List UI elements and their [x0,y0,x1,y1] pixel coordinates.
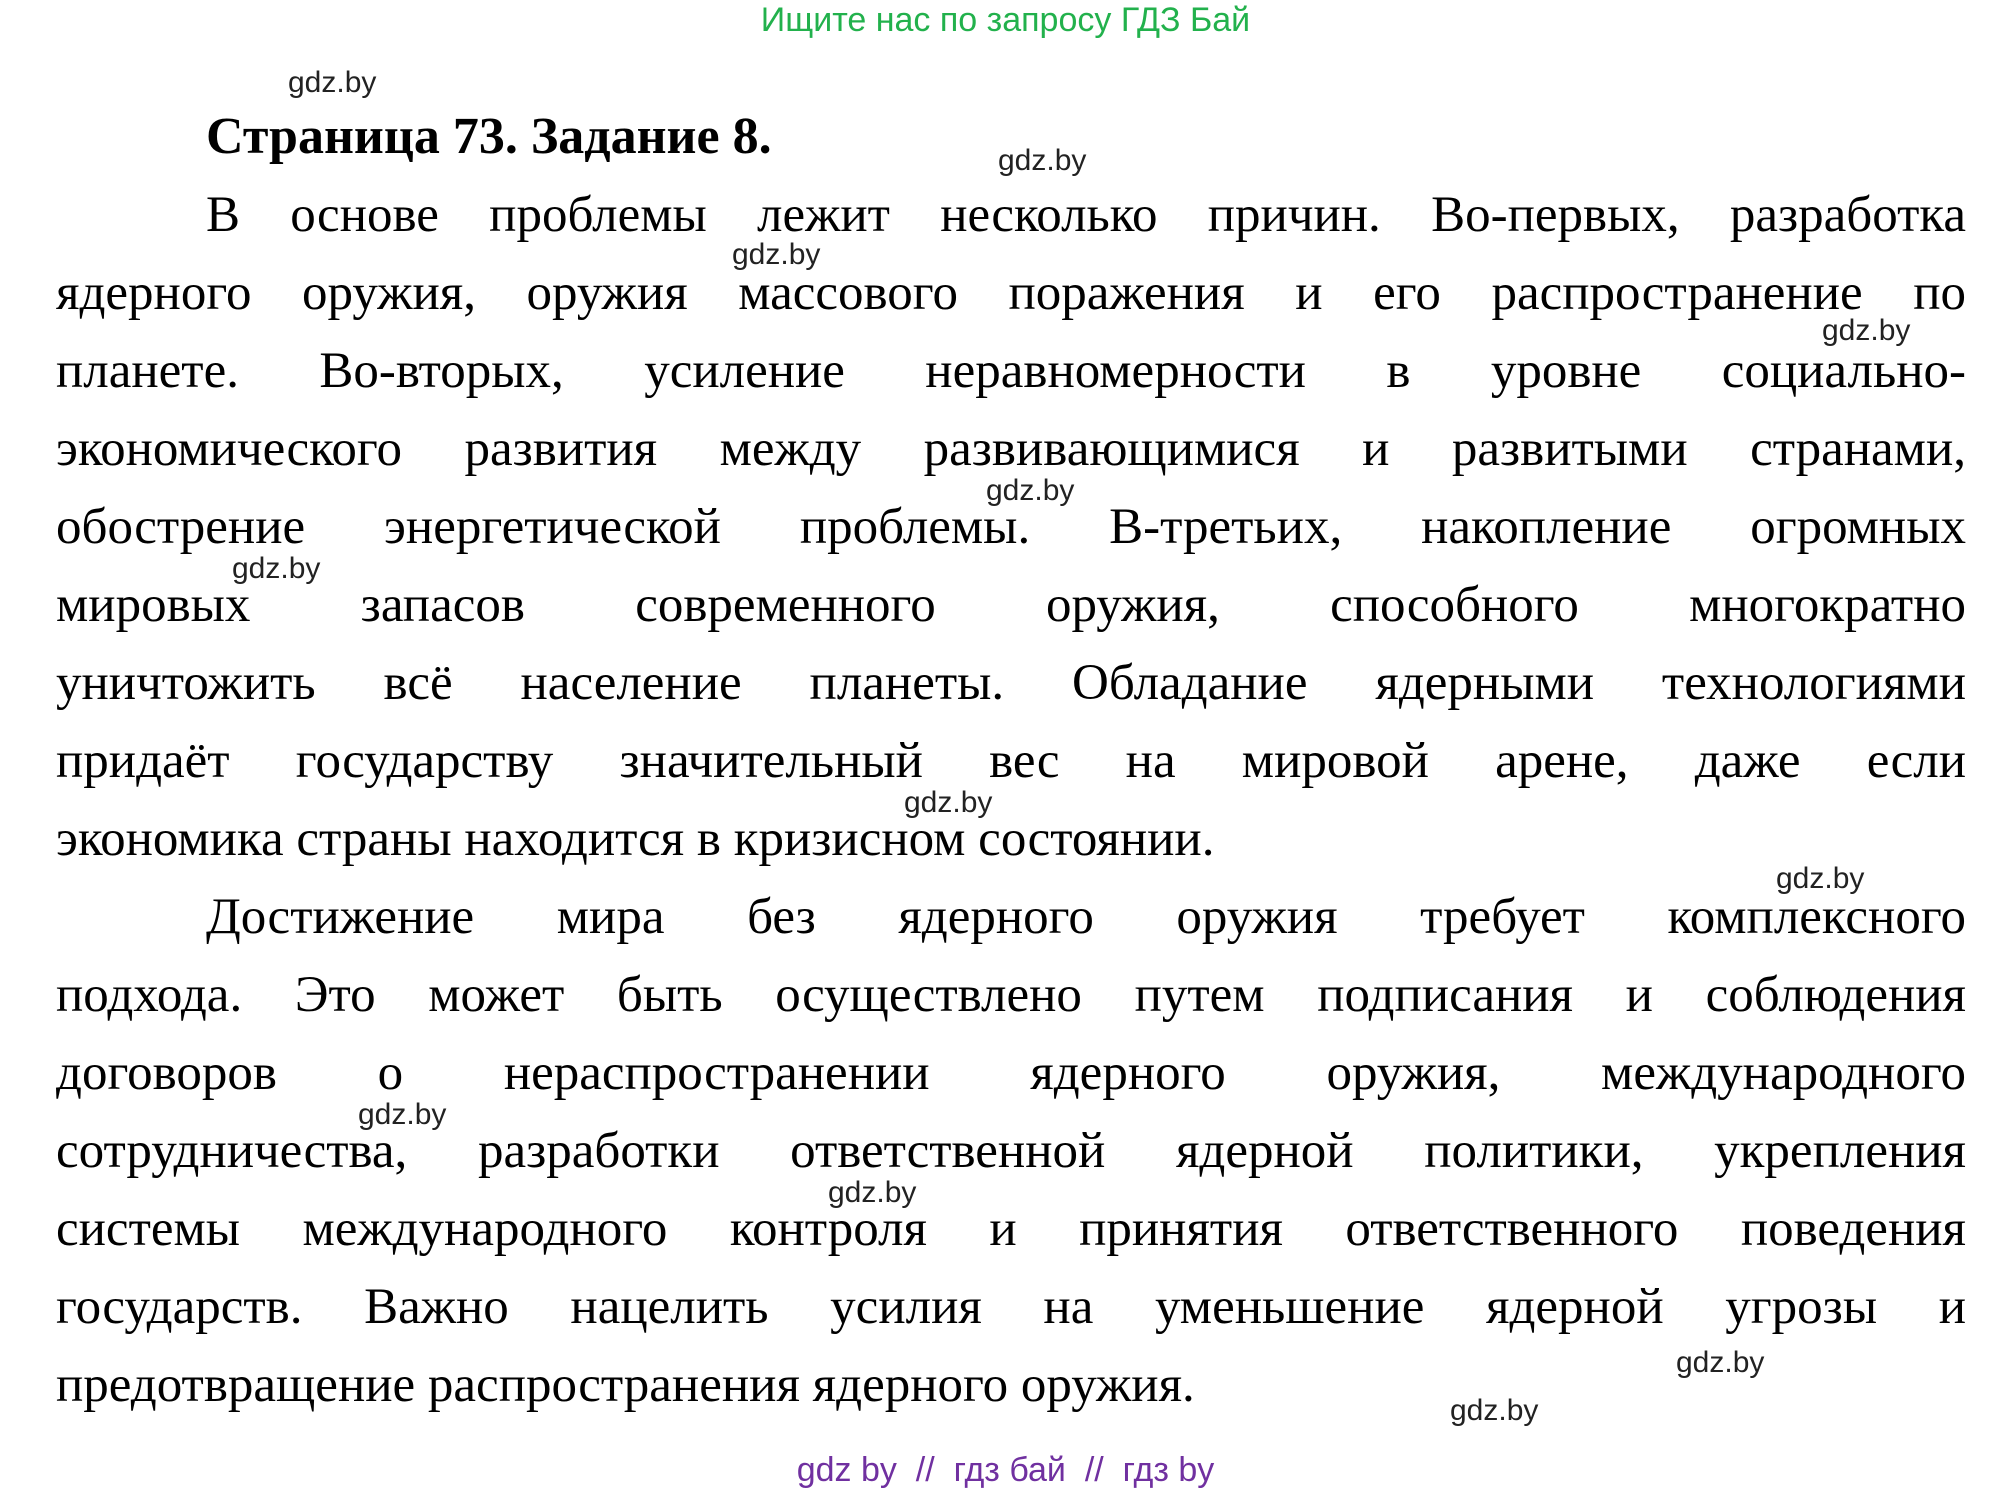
paragraph-line: придаёт государству значительный вес на мировой арене, даже если [56,733,1966,789]
paragraph-line: уничтожить всё население планеты. Обладание ядерными технологиями [56,655,1966,711]
watermark: gdz.by [732,238,821,271]
top-banner: Ищите нас по запросу ГДЗ Бай [760,1,1251,39]
paragraph-line: экономика страны находится в кризисном состоянии. [56,811,1215,867]
paragraph-line: государств. Важно нацелить усилия на уменьшение ядерной угрозы и [56,1279,1966,1335]
watermark: gdz.by [1450,1394,1539,1427]
watermark: gdz.by [1776,862,1865,895]
watermark: gdz.by [904,786,993,819]
watermark: gdz.by [986,474,1075,507]
paragraph-line: ядерного оружия, оружия массового поражения и его распространение по [56,265,1966,321]
watermark: gdz.by [998,144,1087,177]
paragraph-line: планете. Во-вторых, усиление неравномерности в уровне социально- [56,343,1966,399]
paragraph-line: предотвращение распространения ядерного оружия. [56,1357,1195,1413]
watermark: gdz.by [1822,314,1911,347]
page-title: Страница 73. Задание 8. [206,108,772,165]
paragraph-line: В основе проблемы лежит несколько причин. Во-первых, разработка [206,187,1966,243]
paragraph-line: мировых запасов современного оружия, способного многократно [56,577,1966,633]
footer-links: gdz by // гдз бай // гдз by [796,1451,1215,1489]
paragraph-line: подхода. Это может быть осуществлено путем подписания и соблюдения [56,967,1966,1023]
watermark: gdz.by [828,1176,917,1209]
paragraph-line: Достижение мира без ядерного оружия требует комплексного [206,889,1966,945]
watermark: gdz.by [1676,1346,1765,1379]
paragraph-line: экономического развития между развивающимися и развитыми странами, [56,421,1966,477]
watermark: gdz.by [358,1098,447,1131]
paragraph-2 [56,878,1966,1424]
paragraph-line: обострение энергетической проблемы. В-третьих, накопление огромных [56,499,1966,555]
paragraph-line: системы международного контроля и принятия ответственного поведения [56,1201,1966,1257]
paragraph-1 [56,176,1966,878]
watermark: gdz.by [288,66,377,99]
paragraph-line: договоров о нераспространении ядерного оружия, международного [56,1045,1966,1101]
watermark: gdz.by [232,552,321,585]
paragraph-line: сотрудничества, разработки ответственной ядерной политики, укрепления [56,1123,1966,1179]
